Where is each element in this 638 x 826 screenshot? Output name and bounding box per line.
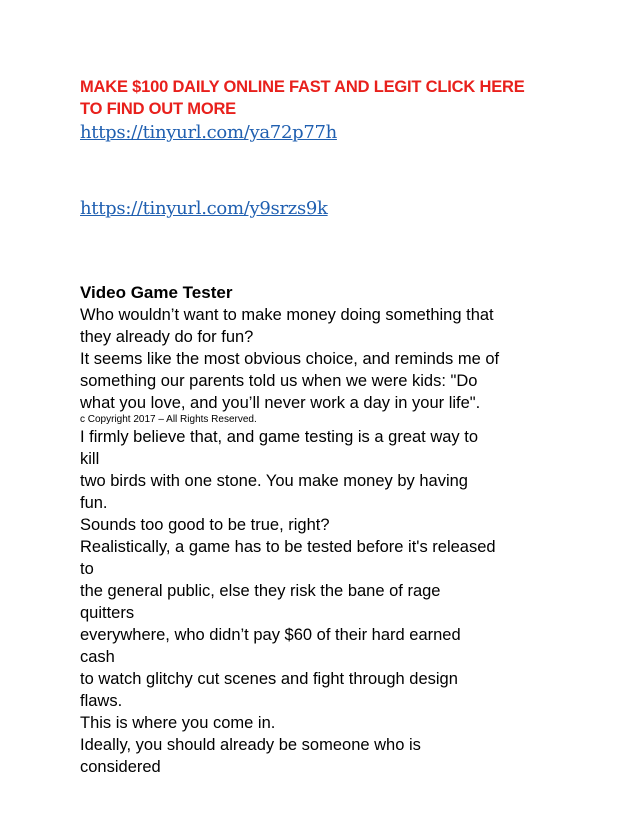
body-line: considered xyxy=(80,758,161,776)
body-line: Who wouldn’t want to make money doing something that xyxy=(80,306,494,324)
body-line: to watch glitchy cut scenes and fight through design xyxy=(80,670,458,688)
body-line: Realistically, a game has to be tested before it's released xyxy=(80,538,496,556)
body-line: Sounds too good to be true, right? xyxy=(80,516,330,534)
body-line: fun. xyxy=(80,494,108,512)
body-line: the general public, else they risk the bane of rage xyxy=(80,582,441,600)
promo-banner[interactable] xyxy=(80,76,580,120)
body-line: everywhere, who didn’t pay $60 of their hard earned xyxy=(80,626,461,644)
body-line: Ideally, you should already be someone who is xyxy=(80,736,421,754)
body-line: something our parents told us when we were kids: "Do xyxy=(80,372,478,390)
article-body xyxy=(80,282,580,778)
body-line: two birds with one stone. You make money by having xyxy=(80,472,468,490)
article-heading: Video Game Tester xyxy=(80,283,233,302)
body-line: cash xyxy=(80,648,115,666)
promo-line-1: MAKE $100 DAILY ONLINE FAST AND LEGIT CLICK HERE xyxy=(80,78,525,96)
tinyurl-link-1[interactable]: https://tinyurl.com/ya72p77h xyxy=(80,122,337,143)
body-line: It seems like the most obvious choice, and reminds me of xyxy=(80,350,500,368)
body-line: to xyxy=(80,560,94,578)
body-line: I firmly believe that, and game testing is a great way to xyxy=(80,428,479,446)
body-line: what you love, and you’ll never work a day in your life". xyxy=(80,394,481,412)
tinyurl-link-2[interactable]: https://tinyurl.com/y9srzs9k xyxy=(80,198,328,219)
body-line: kill xyxy=(80,450,100,468)
body-line: quitters xyxy=(80,604,135,622)
promo-line-2: TO FIND OUT MORE xyxy=(80,100,236,118)
body-line: they already do for fun? xyxy=(80,328,254,346)
copyright-notice: c Copyright 2017 – All Rights Reserved. xyxy=(80,414,257,425)
body-line: flaws. xyxy=(80,692,123,710)
body-line: This is where you come in. xyxy=(80,714,276,732)
